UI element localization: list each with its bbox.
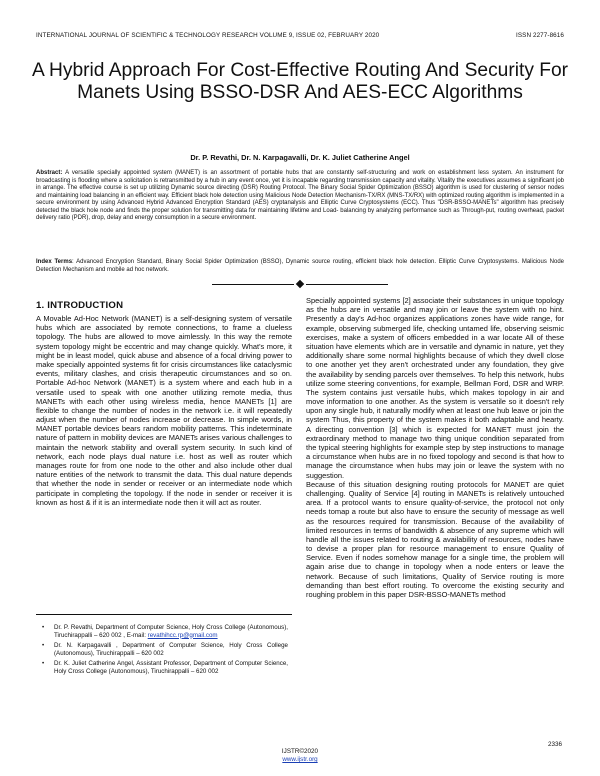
introduction-paragraph: A Movable Ad-Hoc Network (MANET) is a self-designing system of versatile hubs which are associated by remote connections, to frame a clueless topology. The hubs are allowed to move aimlessly. In this way the remote system topology might be eccentric and may change quickly. What's more, it might be in least model, quick abuse and absence of a focal driving power to make specially appointed systems fit for crisis circumstances like cataclysmic events, military clashes, and crisis therapeutic circumstances and so on. Portable Ad-hoc Network (MANET) is a system where and each hub in a versatile used to speak with one another utilizing remote media, thus MANETs with each other using wireless media, hence MANETs [1] are flexible to change the number of nodes in the network i.e. it will repeatedly adjust when the number of nodes increase or decrease. In simple words, in MANET portable devices bears random mobility patterns. This indeterminate nature of pattern in mobility devices are MANETs arises various challenges to maintain the network stability and overall system security. In such kind of network, each node plays dual nature i.e. host as well as router which manages route for from one node to the other and also include other dual nature entities of the network to transmit the data. This dual nature depends that whether the node in sender or receiver or an intermediate node which participate in completing the topology. If the node in sender or receiver it is known as host & if it is an intermediate node then it will act as router. [36,314,292,507]
footnote-text: Dr. K. Juliet Catherine Angel, Assistant Professor, Department of Computer Science, Holy Cross College (Autonomous), Tiruchirappalli – 620 002 [54,660,288,675]
footnote-text: Dr. P. Revathi, Department of Computer Science, Holy Cross College (Autonomous), Tiruchirappalli – 620 002 , E-mail: [54,624,288,639]
journal-name: INTERNATIONAL JOURNAL OF SCIENTIFIC & TECHNOLOGY RESEARCH VOLUME 9, ISSUE 02, FEBRUARY 2020 [36,32,380,39]
right-paragraph-2: Because of this situation designing routing protocols for MANET are quiet challenging. Quality of Service [4] routing in MANETs is relatively untouched area. If a protocol wants to ensure quality-of-service, the protocol not only needs tomap a route but also have to ensure the security of message as well as the resources required for transmission. Because of the availability of limited resources in terms of bandwidth & absence of any supreme which will handle all the issues related to routing & availability of resources, nodes have to devise a proper plan for resource management to ensure Quality of Service. Even if nodes somehow manage for a single time, the problem will again arise due to change in topology when a node enters or leave the network. Because of such limitations, Quality of Service routing is more demanding than best effort routing. To overcome the existing security and roughing problem in this paper DSR-BSSO-MANETs method [306,479,564,599]
footer-copyright: IJSTR©2020 [281,748,319,755]
footnote-separator [36,614,292,615]
paper-title: A Hybrid Approach For Cost-Effective Routing And Security For Manets Using BSSO-DSR And AES-ECC Algorithms [31,60,569,103]
divider-diamond-icon [296,280,304,288]
left-column [36,296,292,507]
bullet-icon: • [42,624,45,631]
author-footnotes [42,624,288,679]
page-number: 2336 [547,741,562,748]
footnote-item [42,660,288,675]
section-heading-introduction: 1. INTRODUCTION [36,300,124,311]
divider-line-left [212,284,294,285]
abstract-label: Abstract: [36,170,63,176]
bullet-icon: • [42,660,45,668]
section-divider [0,280,600,290]
index-terms [36,259,564,274]
right-paragraph-1: Specially appointed systems [2] associate their substances in unique topology as the hubs are in versatile and may join or leave the system with no hint. Presently a day's Ad-hoc organizes applications zones have wide range, for example, observing submerged life, checking untamed life, observing seismic exercises, make a system of officers embedded in a war locate All of these situation have elements which are in versatile and dynamic in nature, yet they additionally share some normal highlights because of which they dwell close to one another yet they aren't orchestrated under any foundation, they give the availability by sending parcels over themselves. To help this network, hubs utilize some steering conventions, for example, Bellman Ford, DSR and WRP. The system contains just versatile hubs, which makes topology in air and move information to one another. As the system is versatile so it doesn't rely upon any single hub, it naturally modify when at least one hub leave or join the system Thus, this property of the system makes it both adaptable and hearty. A directing convention [3] which is expected for MANET must join the extraordinary method to manage two thing unique condition separated from the typical steering highlights for example step by step instructions to manage a circumstance when hubs are in no fixed topology and second is that how to manage the circumstance when hubs may join or leave the system with no suggestion. [306,296,564,480]
author-email-link[interactable]: revathihcc.rp@gmail.com [147,631,218,639]
bullet-icon: • [42,642,45,650]
right-column [306,296,564,599]
index-terms-label: Index Terms [36,259,73,265]
abstract [36,170,564,223]
footnote-item [42,642,288,657]
footnote-item [42,624,288,639]
divider-line-right [306,284,388,285]
index-terms-text: : Advanced Encryption Standard, Binary Social Spider Optimization (BSSO), Dynamic source routing, efficient black hole detection. Elliptic Curve Cryptosystems. Malicious Node Detection Mechanism and mobile ad hoc network. [36,259,564,273]
page-footer [0,748,600,764]
authors: Dr. P. Revathi, Dr. N. Karpagavalli, Dr. K. Juliet Catherine Angel [190,153,410,162]
issn: ISSN 2277-8616 [516,32,564,39]
footnote-text: Dr. N. Karpagavalli , Department of Computer Science, Holy Cross College (Autonomous), Tiruchirappalli – 620 002 [54,642,288,657]
running-header [36,32,564,42]
abstract-text: A versatile specially appointed system (MANET) is an assortment of portable hubs that are constantly self-structuring and work on establishment less system. An instrument for broadcasting is flooding where a solicitation is retransmitted by a hub in any event once, yet it is incapable regarding transmission capacity and vitality. Vitality the executives assumes a significant job in arrange. The effective course is set up utilizing Dynamic source directing (DSR) Routing Protocol. The Binary Social Spider Optimization (BSSO) algorithm is used for clustering of sensor nodes and maintaining load balancing in an efficient way. Efficient black hole detection using Malicious Node Detection Mechanism-TX/RX (MNS-TX/RX) with optimized routing algorithm is implemented in a secure environment by using Advanced Hybrid Advanced Encryption Standard (AES) cryptanalysis and Elliptic Curve Cryptosystems (ECC). Thus "DSR-BSSO-MANETs" algorithm has precisely detected the black hole node and finds the proper solution for transmitting data for maintaining lifetime and Load- balancing by analyzing performance such as Through-put, routing overhead, packet delivery ratio (PDR), drop, delay and energy consumption in a secure environment. [36,170,564,222]
footer-url-link[interactable]: www.ijstr.org [282,756,318,763]
